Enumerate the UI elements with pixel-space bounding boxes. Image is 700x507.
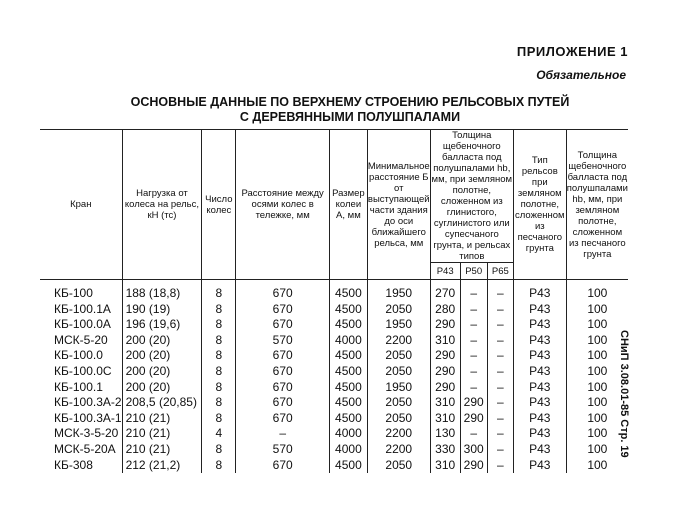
cell-crane: КБ-100.3А-1: [54, 410, 122, 425]
cell-crane: КБ-100.3А-2: [54, 395, 122, 410]
cell-min: 2050: [367, 364, 430, 380]
cell-sand: 100: [566, 317, 628, 333]
cell-p65: –: [487, 426, 513, 442]
cell-load: 210 (21): [122, 411, 202, 427]
cell-min: 2200: [367, 333, 430, 349]
cell-sand: 100: [566, 333, 628, 349]
cell-dist: –: [236, 426, 330, 442]
cell-p43: 290: [430, 364, 460, 380]
cell-load: 210 (21): [122, 442, 202, 458]
cell-p50: –: [460, 280, 487, 302]
cell-p50: –: [460, 426, 487, 442]
cell-crane: КБ-100.1: [54, 379, 103, 394]
cell-sand: 100: [566, 411, 628, 427]
table-title-line1: ОСНОВНЫЕ ДАННЫЕ ПО ВЕРХНЕМУ СТРОЕНИЮ РЕЛЬСОВЫХ ПУТЕЙ: [130, 95, 570, 109]
cell-sand: 100: [566, 302, 628, 318]
mandatory-label: Обязательное: [536, 68, 626, 82]
cell-dist: 670: [236, 380, 330, 396]
cell-p43: 310: [430, 411, 460, 427]
cell-p50: –: [460, 348, 487, 364]
cell-crane: КБ-100.0А: [54, 317, 111, 332]
appendix-label: ПРИЛОЖЕНИЕ 1: [516, 44, 628, 59]
cell-dist: 670: [236, 395, 330, 411]
cell-load: 190 (19): [122, 302, 202, 318]
cell-wheels: 8: [202, 348, 236, 364]
cell-load: 188 (18,8): [122, 280, 202, 302]
cell-size: 4500: [329, 411, 367, 427]
cell-p50: 290: [460, 395, 487, 411]
cell-p43: 290: [430, 317, 460, 333]
cell-dist: 670: [236, 317, 330, 333]
cell-wheels: 8: [202, 442, 236, 458]
table-title-line2: С ДЕРЕВЯННЫМИ ПОЛУШПАЛАМИ: [239, 110, 461, 124]
header-p65: Р65: [487, 263, 513, 280]
cell-wheels: 8: [202, 317, 236, 333]
cell-size: 4500: [329, 348, 367, 364]
cell-p65: –: [487, 411, 513, 427]
cell-rail: Р43: [513, 348, 566, 364]
cell-wheels: 8: [202, 395, 236, 411]
cell-dist: 570: [236, 333, 330, 349]
cell-p65: –: [487, 348, 513, 364]
cell-dist: 670: [236, 280, 330, 302]
cell-sand: 100: [566, 458, 628, 474]
cell-p65: –: [487, 380, 513, 396]
cell-rail: Р43: [513, 364, 566, 380]
cell-wheels: 8: [202, 458, 236, 474]
cell-p43: 310: [430, 395, 460, 411]
cell-load: 196 (19,6): [122, 317, 202, 333]
table-row: [40, 302, 628, 318]
cell-load: 200 (20): [122, 348, 202, 364]
cell-min: 1950: [367, 280, 430, 302]
cell-size: 4500: [329, 364, 367, 380]
cell-sand: 100: [566, 426, 628, 442]
cell-load: 200 (20): [122, 333, 202, 349]
cell-wheels: 8: [202, 411, 236, 427]
cell-p50: –: [460, 302, 487, 318]
cell-rail: Р43: [513, 280, 566, 302]
cell-crane: КБ-100: [54, 286, 93, 300]
header-ballast: Толщина щебеночного балласта под полушпалами hb, мм, при земляном полотне, сложенном из глинистого, суглинистого или супесчаного грунта, и рельсах типов: [431, 130, 513, 262]
cell-p50: –: [460, 380, 487, 396]
cell-crane: МСК-5-20: [54, 332, 108, 347]
cell-p65: –: [487, 333, 513, 349]
cell-wheels: 8: [202, 302, 236, 318]
cell-p43: 290: [430, 380, 460, 396]
cell-sand: 100: [566, 442, 628, 458]
cell-size: 4000: [329, 333, 367, 349]
cell-min: 2050: [367, 458, 430, 474]
cell-rail: Р43: [513, 411, 566, 427]
cell-min: 2200: [367, 426, 430, 442]
cell-p65: –: [487, 442, 513, 458]
cell-wheels: 4: [202, 426, 236, 442]
cell-size: 4500: [329, 280, 367, 302]
header-wheels: Число колес: [202, 130, 236, 280]
cell-rail: Р43: [513, 317, 566, 333]
cell-p50: –: [460, 333, 487, 349]
cell-wheels: 8: [202, 380, 236, 396]
cell-p50: 290: [460, 411, 487, 427]
cell-load: 200 (20): [122, 364, 202, 380]
cell-sand: 100: [566, 380, 628, 396]
header-crane: Кран: [40, 130, 122, 280]
table-row: [40, 364, 628, 380]
cell-p43: 310: [430, 458, 460, 474]
cell-size: 4500: [329, 302, 367, 318]
cell-wheels: 8: [202, 364, 236, 380]
cell-p43: 290: [430, 348, 460, 364]
cell-dist: 670: [236, 348, 330, 364]
header-gauge: Размер колеи A, мм: [329, 130, 367, 280]
cell-size: 4500: [329, 395, 367, 411]
table-row: [40, 333, 628, 349]
cell-wheels: 8: [202, 333, 236, 349]
cell-rail: Р43: [513, 333, 566, 349]
header-rail-type: Тип рельсов при земляном полотне, сложенном из песчаного грунта: [513, 130, 566, 280]
cell-rail: Р43: [513, 302, 566, 318]
cell-rail: Р43: [513, 395, 566, 411]
cell-rail: Р43: [513, 380, 566, 396]
cell-load: 208,5 (20,85): [122, 395, 202, 411]
table-row: [40, 280, 628, 302]
cell-p43: 330: [430, 442, 460, 458]
cell-crane: КБ-100.1А: [54, 301, 111, 316]
cell-min: 2050: [367, 411, 430, 427]
cell-size: 4000: [329, 426, 367, 442]
cell-p50: –: [460, 364, 487, 380]
cell-p65: –: [487, 280, 513, 302]
header-p50: Р50: [460, 263, 487, 280]
cell-crane: МСК-5-20А: [54, 441, 116, 456]
header-load: Нагрузка от колеса на рельс, кН (тс): [122, 130, 202, 280]
cell-size: 4500: [329, 317, 367, 333]
cell-p50: 290: [460, 458, 487, 474]
cell-p65: –: [487, 302, 513, 318]
cell-p43: 310: [430, 333, 460, 349]
cell-min: 2050: [367, 395, 430, 411]
cell-min: 2050: [367, 348, 430, 364]
table-row: [40, 458, 628, 474]
cell-size: 4500: [329, 380, 367, 396]
table-row: [40, 426, 628, 442]
cell-sand: 100: [566, 348, 628, 364]
cell-min: 1950: [367, 380, 430, 396]
cell-rail: Р43: [513, 458, 566, 474]
cell-rail: Р43: [513, 426, 566, 442]
cell-rail: Р43: [513, 442, 566, 458]
cell-load: 210 (21): [122, 426, 202, 442]
cell-sand: 100: [566, 395, 628, 411]
table-row: [40, 348, 628, 364]
cell-load: 212 (21,2): [122, 458, 202, 474]
cell-crane: МСК-3-5-20: [54, 426, 119, 441]
cell-min: 2050: [367, 302, 430, 318]
cell-p50: 300: [460, 442, 487, 458]
cell-sand: 100: [566, 364, 628, 380]
cell-p65: –: [487, 317, 513, 333]
table-row: [40, 411, 628, 427]
cell-dist: 670: [236, 458, 330, 474]
cell-p43: 130: [430, 426, 460, 442]
cell-p65: –: [487, 364, 513, 380]
cell-size: 4000: [329, 442, 367, 458]
cell-p50: –: [460, 317, 487, 333]
cell-min: 1950: [367, 317, 430, 333]
cell-sand: 100: [566, 280, 628, 302]
header-distance: Расстояние между осями колес в тележке, мм: [236, 130, 330, 280]
cell-load: 200 (20): [122, 380, 202, 396]
table-row: [40, 317, 628, 333]
table-row: [40, 395, 628, 411]
cell-dist: 670: [236, 302, 330, 318]
cell-dist: 670: [236, 364, 330, 380]
data-table: [40, 129, 628, 473]
cell-wheels: 8: [202, 280, 236, 302]
cell-size: 4500: [329, 458, 367, 474]
cell-p65: –: [487, 458, 513, 474]
cell-crane: КБ-100.0С: [54, 363, 112, 378]
header-sand-ballast: Толщина щебеночного балласта под полушпалами hb, мм, при земляном полотне, сложенном из песчаного грунта: [566, 130, 628, 280]
cell-crane: КБ-308: [54, 457, 93, 472]
header-p43: Р43: [430, 263, 460, 280]
table-row: [40, 442, 628, 458]
cell-crane: КБ-100.0: [54, 348, 103, 363]
header-min-distance: Минимальное расстояние Б от выступающей части здания до оси ближайшего рельса, мм: [367, 130, 430, 280]
cell-min: 2200: [367, 442, 430, 458]
table-row: [40, 380, 628, 396]
cell-p65: –: [487, 395, 513, 411]
cell-dist: 670: [236, 411, 330, 427]
cell-p43: 270: [430, 280, 460, 302]
page-reference: СНиП 3.08.01-85 Стр. 19: [618, 330, 630, 458]
cell-dist: 570: [236, 442, 330, 458]
cell-p43: 280: [430, 302, 460, 318]
